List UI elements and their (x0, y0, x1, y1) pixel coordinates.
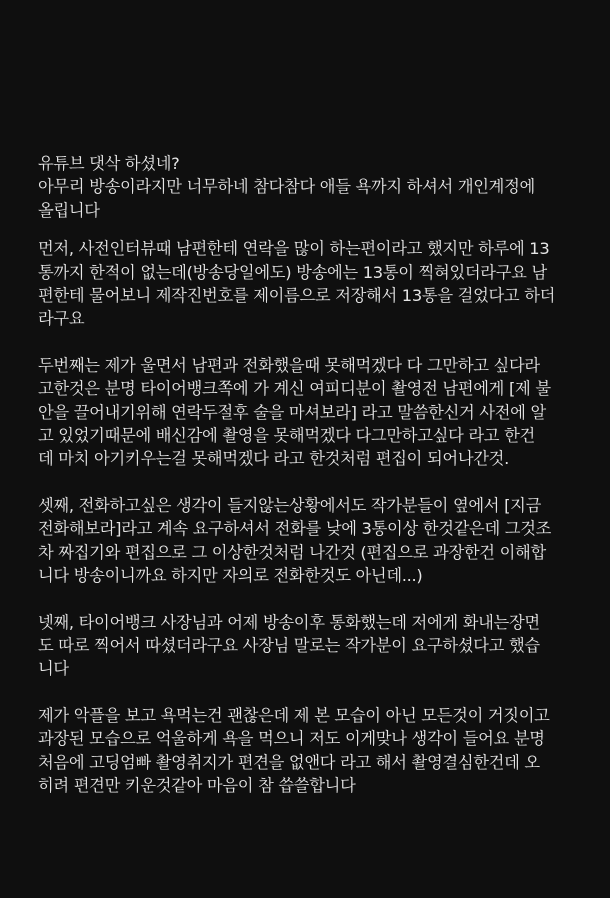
post-body (38, 152, 586, 797)
paragraph-intro: 유튜브 댓삭 하셨네? 아무리 방송이라지만 너무하네 참다참다 애들 욕까지 하셔서 개인계정에 올립니다 (38, 154, 535, 220)
paragraph-first: 먼저, 사전인터뷰때 남편한테 연락을 많이 하는편이라고 했지만 하루에 13 통까지 한적이 없는데(방송당일에도) 방송에는 13통이 찍혀있더라구요 남 편한테 물어보니 제작진번호를 제이름으로 저장해서 13통을 걸었다고 하더 라구요 (38, 239, 556, 329)
paragraph-third: 셋째, 전화하고싶은 생각이 들지않는상황에서도 작가분들이 옆에서 [지금 전화해보라]라고 계속 요구하셔서 전화를 낮에 3통이상 한것같은데 그것조 차 짜집기와 편집으로 그 이상한것처럼 나간것 (편집으로 과장한건 이해합 니다 방송이니까요 하지만 자의로 전화한것도 아닌데...) (38, 495, 552, 586)
paragraph-second: 두번째는 제가 울면서 남편과 전화했을때 못해먹겠다 다 그만하고 싶다라 고한것은 분명 타이어뱅크쪽에 가 계신 여피디분이 촬영전 남편에게 [제 불 안을 끌어내기위해 연락두절후 술을 마셔보라] 라고 말씀한신거 사전에 알 고 있었기때문에 배신감에 촬영을 못해먹겠다 다그만하고싶다 라고 한건 데 마치 아기키우는걸 못해먹겠다 라고 한것처럼 편집이 되어나간것. (38, 355, 551, 469)
paragraph-fourth: 넷째, 타이어뱅크 사장님과 어제 방송이후 통화했는데 저에게 화내는장면 도 따로 찍어서 따셨더라구요 사장님 말로는 작가분이 요구하셨다고 했습 니다 (38, 612, 540, 679)
paragraph-closing: 제가 악플을 보고 욕먹는건 괜찮은데 제 본 모습이 아닌 모든것이 거짓이고 과장된 모습으로 억울하게 욕을 먹으니 저도 이게맞나 생각이 들어요 분명 처음에 고딩엄빠 촬영취지가 편견을 없앤다 라고 해서 촬영결심한건데 오 히려 편견만 키운것같아 마음이 참 씁쓸합니다 (38, 705, 550, 795)
